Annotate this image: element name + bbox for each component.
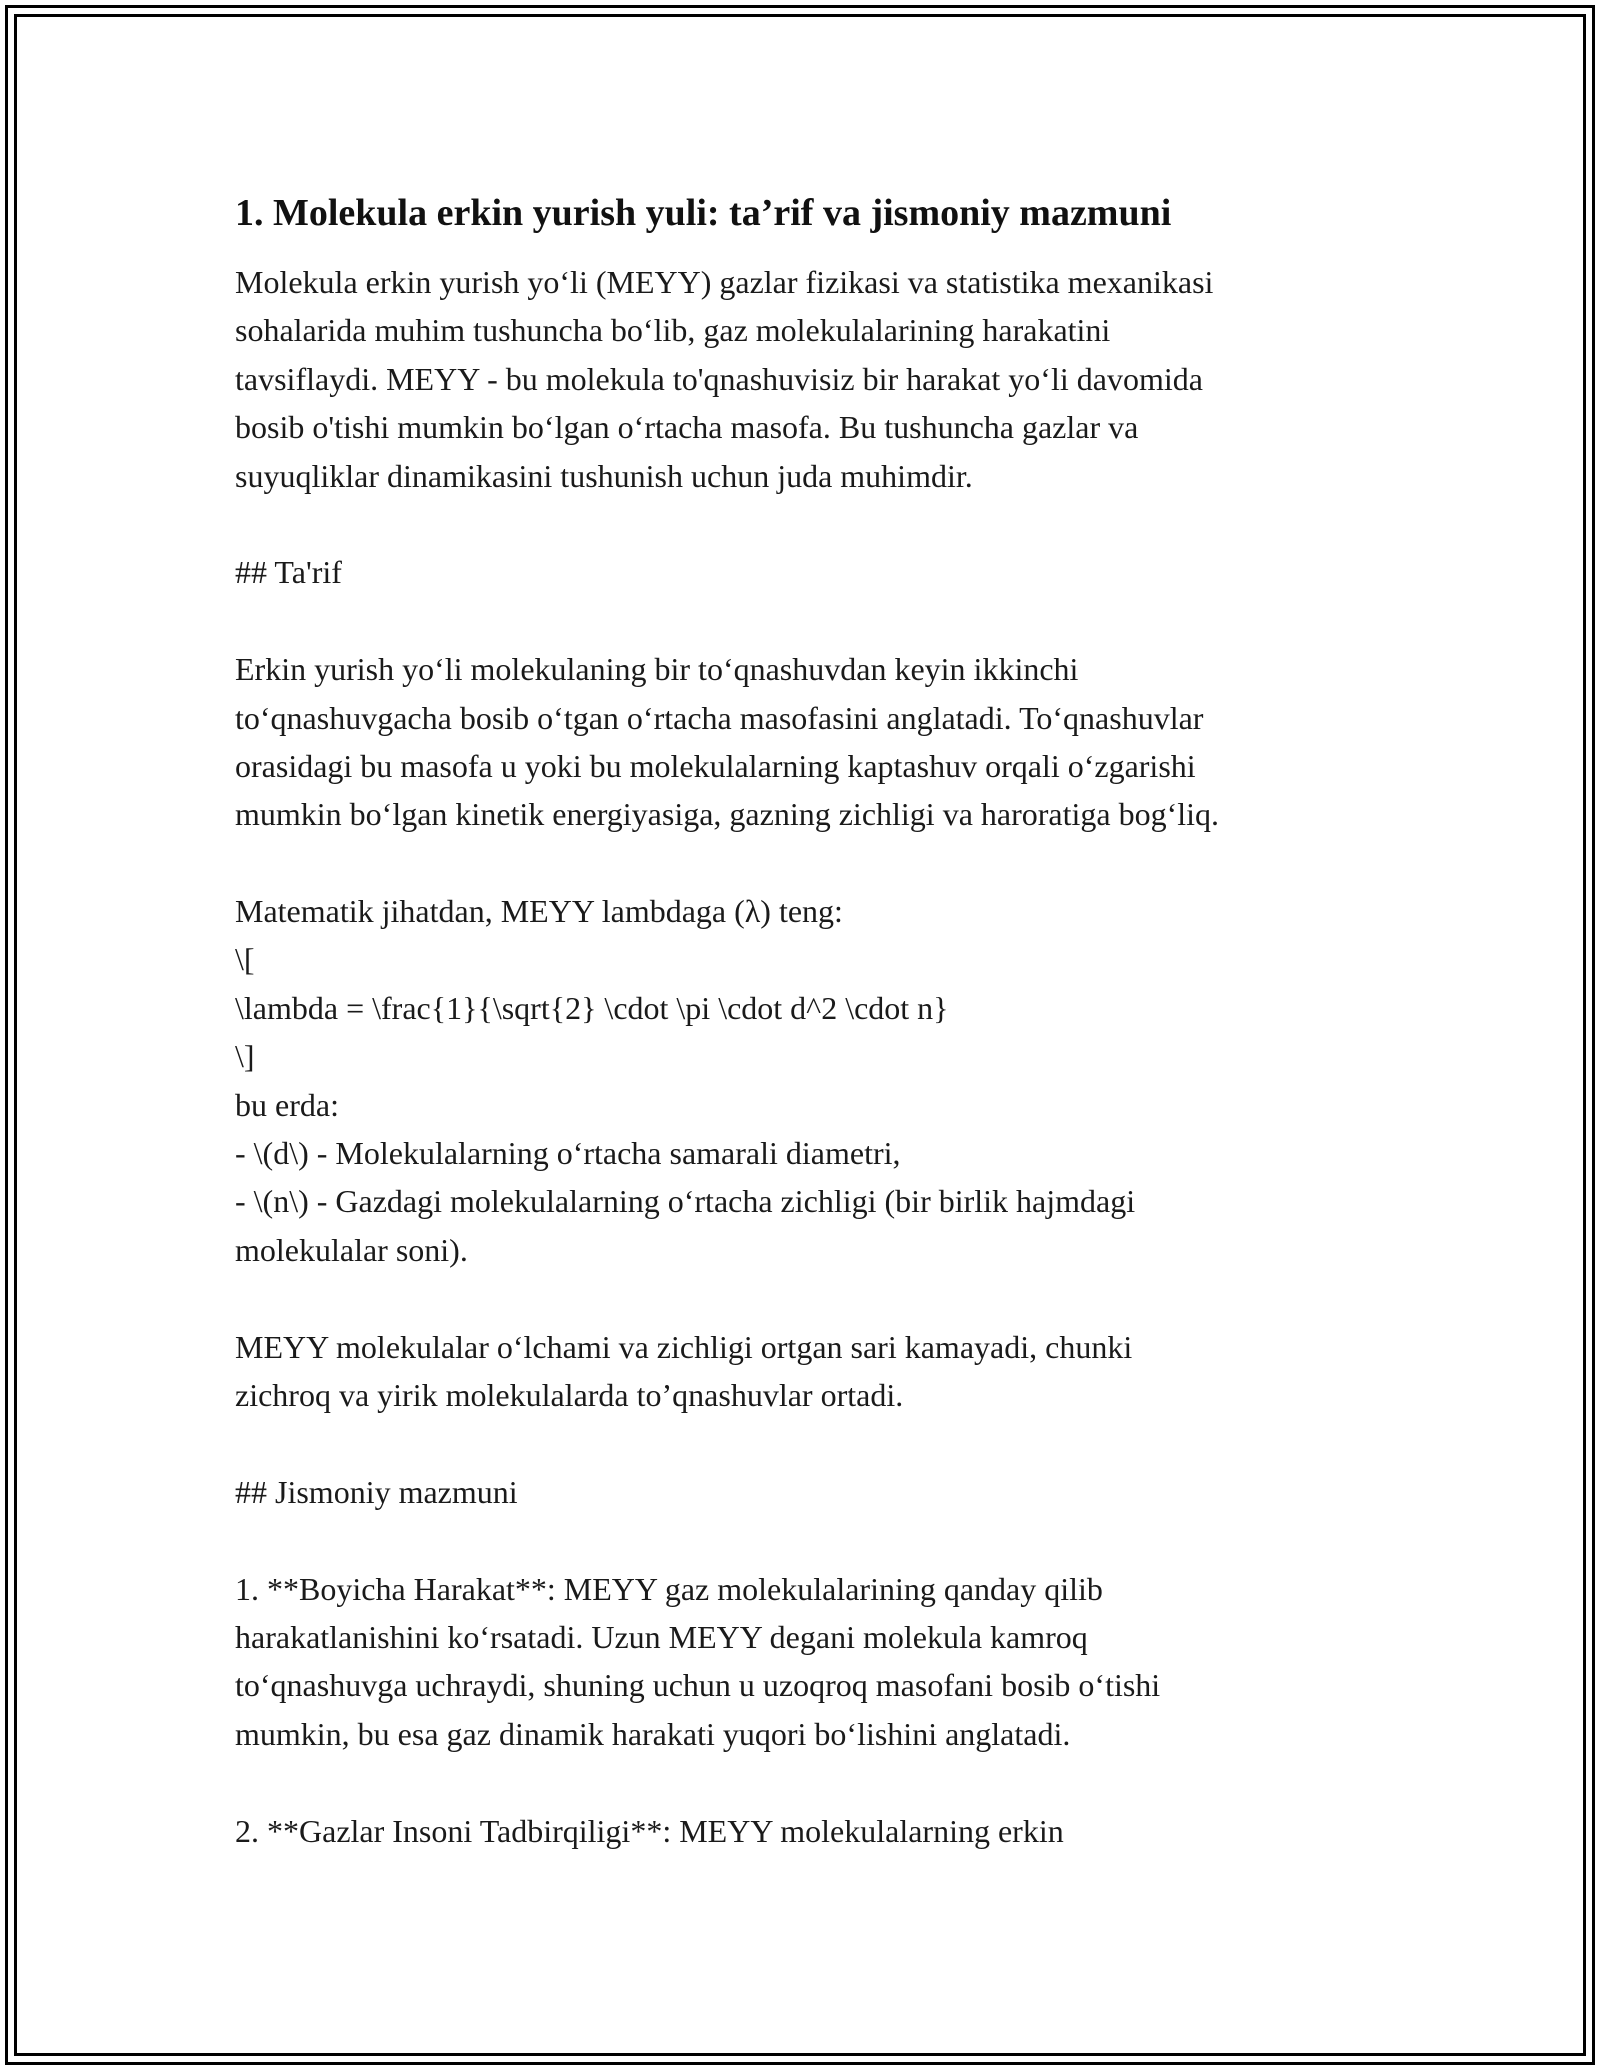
text-line: molekulalar soni). <box>235 1231 468 1268</box>
blank-line <box>235 1419 1375 1467</box>
text-line: 1. **Boyicha Harakat**: MEYY gaz molekulalarining qanday qilib <box>235 1570 1103 1607</box>
blank-line <box>235 500 1375 548</box>
text-line: bu erda: <box>235 1086 339 1123</box>
blank-line <box>235 839 1375 887</box>
text-line: zichroq va yirik molekulalarda to’qnashuvlar ortadi. <box>235 1376 904 1413</box>
document-title: 1. Molekula erkin yurish yuli: ta’rif va jismoniy mazmuni <box>235 192 1172 234</box>
text-line: suyuqliklar dinamikasini tushunish uchun juda muhimdir. <box>235 457 973 494</box>
text-line: sohalarida muhim tushuncha bo‘lib, gaz molekulalarining harakatini <box>235 312 1111 349</box>
text-line: harakatlanishini ko‘rsatadi. Uzun MEYY degani molekula kamroq <box>235 1618 1088 1655</box>
text-line: \[ <box>235 941 255 978</box>
section-heading: ## Ta'rif <box>235 554 342 591</box>
text-line: tavsiflaydi. MEYY - bu molekula to'qnashuvisiz bir harakat yo‘li davomida <box>235 360 1203 397</box>
text-line: - \(n\) - Gazdagi molekulalarning o‘rtacha zichligi (bir birlik hajmdagi <box>235 1183 1136 1220</box>
text-line: \lambda = \frac{1}{\sqrt{2} \cdot \pi \cdot d^2 \cdot n} <box>235 989 949 1026</box>
document-body <box>235 188 1375 1855</box>
blank-line <box>235 1758 1375 1806</box>
text-line: mumkin, bu esa gaz dinamik harakati yuqori bo‘lishini anglatadi. <box>235 1715 1071 1752</box>
text-line: to‘qnashuvga uchraydi, shuning uchun u uzoqroq masofani bosib o‘tishi <box>235 1667 1161 1704</box>
document-text <box>235 258 1375 1855</box>
text-line: to‘qnashuvgacha bosib o‘tgan o‘rtacha masofasini anglatadi. To‘qnashuvlar <box>235 699 1204 736</box>
text-line: - \(d\) - Molekulalarning o‘rtacha samarali diametri, <box>235 1135 901 1172</box>
blank-line <box>235 1516 1375 1564</box>
section-heading: ## Jismoniy mazmuni <box>235 1473 518 1510</box>
text-line: orasidagi bu masofa u yoki bu molekulalarning kaptashuv orqali o‘zgarishi <box>235 747 1196 784</box>
text-line: Molekula erkin yurish yo‘li (MEYY) gazlar fizikasi va statistika mexanikasi <box>235 264 1214 300</box>
text-line: mumkin bo‘lgan kinetik energiyasiga, gazning zichligi va haroratiga bog‘liq. <box>235 796 1220 833</box>
text-line: MEYY molekulalar o‘lchami va zichligi ortgan sari kamayadi, chunki <box>235 1328 1133 1365</box>
blank-line <box>235 597 1375 645</box>
text-line: \] <box>235 1038 255 1075</box>
text-line: Erkin yurish yo‘li molekulaning bir to‘qnashuvdan keyin ikkinchi <box>235 651 1079 688</box>
text-line: bosib o'tishi mumkin bo‘lgan o‘rtacha masofa. Bu tushuncha gazlar va <box>235 409 1139 446</box>
text-line: 2. **Gazlar Insoni Tadbirqiligi**: MEYY molekulalarning erkin <box>235 1812 1064 1849</box>
blank-line <box>235 1274 1375 1322</box>
text-line: Matematik jihatdan, MEYY lambdaga (λ) teng: <box>235 893 843 930</box>
